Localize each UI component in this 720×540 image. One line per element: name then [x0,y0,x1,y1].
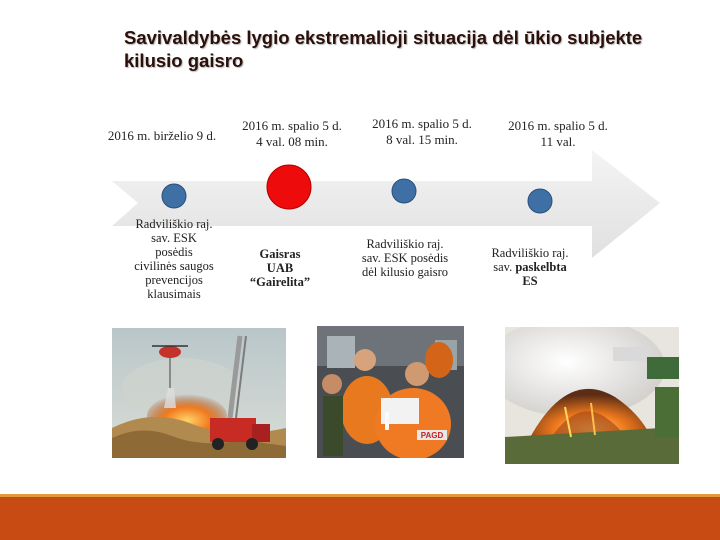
event-3-description: Radviliškio raj. sav. ESK posėdis dėl kilusio gaisro [361,237,449,279]
timeline-node-4 [528,189,552,213]
timeline-node-3 [392,179,416,203]
photo-firefighters-meeting [317,326,464,458]
slide-title: Savivaldybės lygio ekstremalioji situacija dėl ūkio subjekte kilusio gaisro [124,27,643,71]
timeline-node-2 [267,165,311,209]
event-2-description: Gaisras UAB “Gairelita” [249,247,311,289]
event-1-description: Radviliškio raj. sav. ESK posėdis civilinės saugos prevencijos klausimais [134,217,214,301]
photo-large-fire-smoke [505,327,679,464]
event-4-description: Radviliškio raj. sav. paskelbta ES [491,246,569,288]
pagd-badge: PAGD [420,431,444,440]
event-3-date: 2016 m. spalio 5 d. 8 val. 15 min. [372,116,472,147]
footer-bar [0,497,720,540]
event-2-date: 2016 m. spalio 5 d. 4 val. 08 min. [242,118,342,149]
event-4-date: 2016 m. spalio 5 d. 11 val. [508,118,608,149]
photo-helicopter-fire [112,328,286,458]
timeline-node-1 [162,184,186,208]
event-1-date: 2016 m. birželio 9 d. [107,128,217,143]
